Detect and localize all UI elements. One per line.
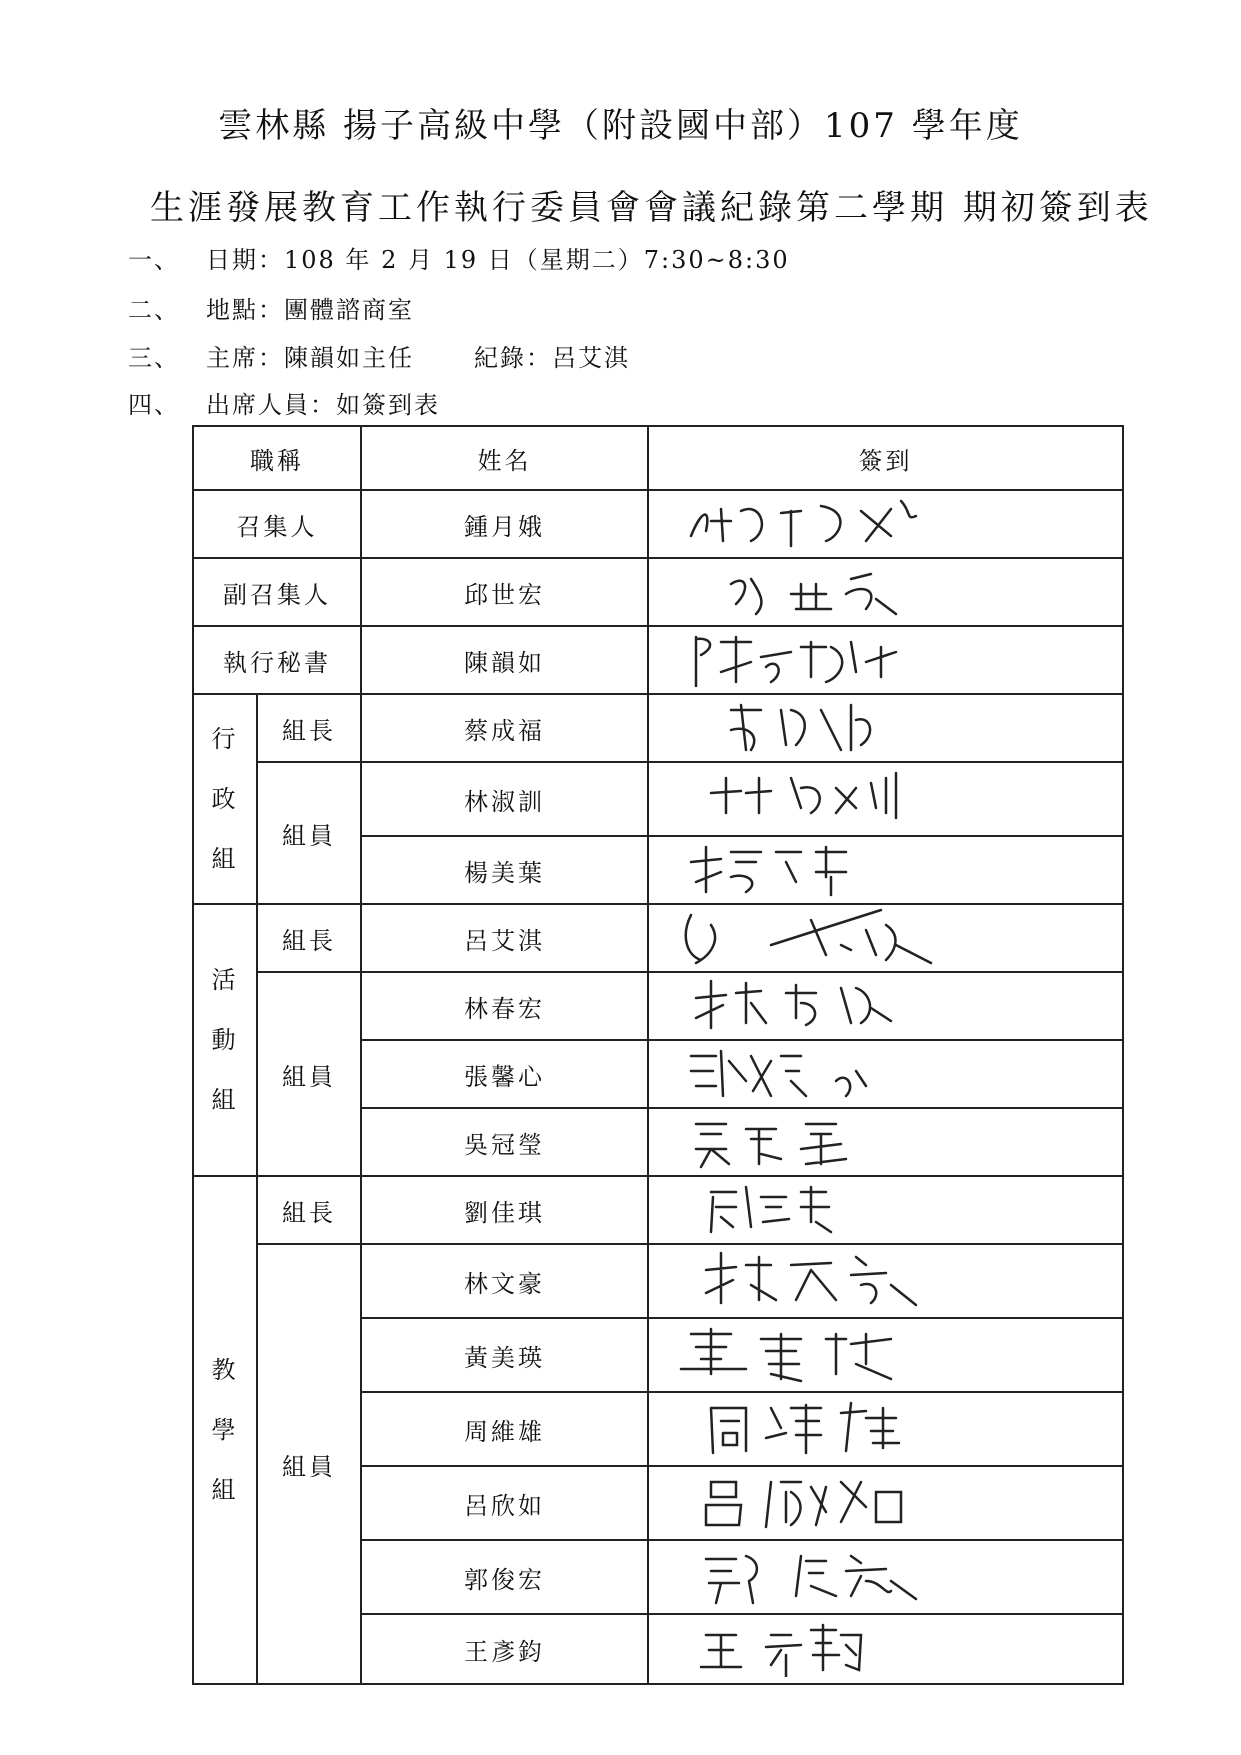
role-cell: 組長 (257, 694, 361, 762)
role-cell: 執行秘書 (193, 626, 361, 694)
name-cell: 郭俊宏 (361, 1540, 648, 1614)
header-title: 職稱 (193, 426, 361, 490)
signature-cell (648, 972, 1123, 1040)
location-text: 地點：團體諮商室 (206, 296, 414, 324)
table-row (193, 972, 1123, 1040)
title-line-1: 雲林縣 揚子高級中學（附設國中部）107 學年度 (218, 106, 1023, 146)
name-cell: 林文豪 (361, 1244, 648, 1318)
group-activity (193, 904, 257, 1176)
name-cell: 呂欣如 (361, 1466, 648, 1540)
item-number: 二、 (128, 296, 180, 324)
handwritten-signature (651, 695, 1121, 755)
meeting-attendees (128, 385, 440, 420)
name-cell: 劉佳琪 (361, 1176, 648, 1244)
handwritten-signature (651, 559, 1121, 619)
table-row (193, 904, 1123, 972)
group-teaching (193, 1176, 257, 1684)
title-line-2: 生涯發展教育工作執行委員會會議紀錄第二學期 期初簽到表 (150, 188, 1153, 228)
handwritten-signature (651, 491, 1121, 551)
name-cell: 王彥鈞 (361, 1614, 648, 1684)
group-label: 活 動 組 (211, 966, 239, 1114)
handwritten-signature (651, 837, 1121, 897)
handwritten-signature (651, 1109, 1121, 1169)
signature-cell (648, 762, 1123, 836)
table-row (193, 762, 1123, 836)
signature-cell (648, 1614, 1123, 1684)
handwritten-signature (651, 763, 1121, 829)
signature-cell (648, 1540, 1123, 1614)
signature-cell (648, 490, 1123, 558)
name-cell: 呂艾淇 (361, 904, 648, 972)
header-signature: 簽到 (648, 426, 1123, 490)
handwritten-signature (651, 1319, 1121, 1385)
name-cell: 黃美瑛 (361, 1318, 648, 1392)
name-cell: 蔡成福 (361, 694, 648, 762)
handwritten-signature (651, 1177, 1121, 1237)
name-cell: 林春宏 (361, 972, 648, 1040)
group-label: 教 學 組 (211, 1356, 239, 1504)
signature-cell (648, 1108, 1123, 1176)
table-row (193, 1176, 1123, 1244)
signature-cell (648, 1318, 1123, 1392)
meeting-date (128, 240, 790, 275)
name-cell: 周維雄 (361, 1392, 648, 1466)
handwritten-signature (651, 1245, 1121, 1311)
signature-cell (648, 558, 1123, 626)
table-row (193, 1244, 1123, 1318)
name-cell: 林淑訓 (361, 762, 648, 836)
signature-cell (648, 1176, 1123, 1244)
attendees-text: 出席人員：如簽到表 (206, 391, 440, 419)
name-cell: 鍾月娥 (361, 490, 648, 558)
name-cell: 張馨心 (361, 1040, 648, 1108)
group-admin (193, 694, 257, 904)
role-cell: 召集人 (193, 490, 361, 558)
name-cell: 吳冠瑩 (361, 1108, 648, 1176)
signature-cell (648, 1040, 1123, 1108)
role-cell: 副召集人 (193, 558, 361, 626)
signature-cell (648, 1466, 1123, 1540)
meeting-chair (128, 338, 630, 373)
handwritten-signature (651, 1615, 1121, 1677)
table-row (193, 626, 1123, 694)
role-cell: 組員 (257, 762, 361, 904)
recorder-text: 紀錄：呂艾淇 (474, 344, 630, 372)
handwritten-signature (651, 627, 1121, 687)
signature-cell (648, 1244, 1123, 1318)
handwritten-signature (651, 1041, 1121, 1101)
sign-in-table (192, 425, 1124, 1685)
meeting-location (128, 290, 414, 325)
chair-text: 主席：陳韻如主任 (206, 344, 414, 372)
table-header-row (193, 426, 1123, 490)
date-text: 日期：108 年 2 月 19 日（星期二）7:30~8:30 (206, 246, 790, 274)
name-cell: 陳韻如 (361, 626, 648, 694)
role-cell: 組員 (257, 972, 361, 1176)
handwritten-signature (651, 973, 1121, 1033)
signature-cell (648, 626, 1123, 694)
group-label: 行 政 組 (211, 725, 239, 873)
handwritten-signature (651, 905, 1121, 965)
signature-cell (648, 1392, 1123, 1466)
handwritten-signature (651, 1467, 1121, 1533)
table-row (193, 558, 1123, 626)
item-number: 一、 (128, 246, 180, 274)
role-cell: 組員 (257, 1244, 361, 1684)
role-cell: 組長 (257, 904, 361, 972)
handwritten-signature (651, 1541, 1121, 1607)
handwritten-signature (651, 1393, 1121, 1459)
signature-cell (648, 694, 1123, 762)
signature-cell (648, 904, 1123, 972)
name-cell: 邱世宏 (361, 558, 648, 626)
name-cell: 楊美葉 (361, 836, 648, 904)
header-name: 姓名 (361, 426, 648, 490)
table-row (193, 490, 1123, 558)
role-cell: 組長 (257, 1176, 361, 1244)
table-row (193, 694, 1123, 762)
signature-cell (648, 836, 1123, 904)
item-number: 四、 (128, 391, 180, 419)
item-number: 三、 (128, 344, 180, 372)
